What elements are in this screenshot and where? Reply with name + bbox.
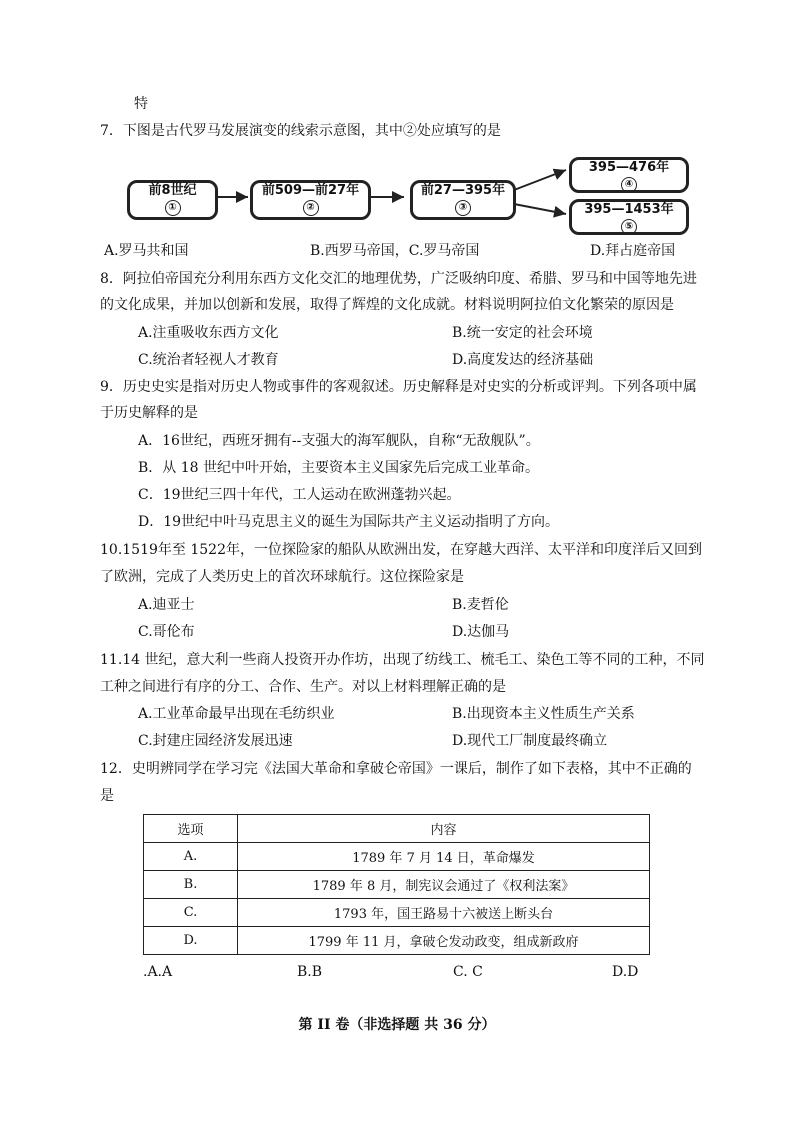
arrow-3-5 — [514, 204, 566, 214]
q10-stem-line2: 了欧洲，完成了人类历史上的首次环球航行。这位探险家是 — [100, 569, 464, 585]
revolution-table — [143, 814, 650, 955]
table-header-content: 内容 — [238, 815, 650, 843]
q9-option-d: D．19世纪中叶马克思主义的诞生为国际共产主义运动指明了方向。 — [138, 514, 560, 530]
q7-option-a: A.罗马共和国 — [104, 243, 189, 259]
q7-stem: 7．下图是古代罗马发展演变的线索示意图，其中②处应填写的是 — [100, 123, 501, 139]
table-row — [144, 899, 650, 927]
q10-option-d: D.达伽马 — [452, 624, 510, 640]
table-cell-content: 1793 年，国王路易十六被送上断头台 — [238, 899, 650, 927]
q12-option-a: .A.A — [143, 964, 173, 980]
q11-stem-line2: 工种之间进行有序的分工、合作、生产。对以上材料理解正确的是 — [100, 679, 506, 695]
table-header-option: 选项 — [144, 815, 238, 843]
diagram-box-5: 395—1453年 ⑤ — [569, 199, 689, 235]
table-cell-option: D. — [144, 927, 238, 955]
q8-option-a: A.注重吸收东西方文化 — [138, 325, 279, 341]
table-row — [144, 843, 650, 871]
table-cell-content: 1789 年 8 月，制宪议会通过了《权利法案》 — [238, 871, 650, 899]
q8-option-b: B.统一安定的社会环境 — [452, 325, 593, 341]
q10-option-b: B.麦哲伦 — [452, 597, 509, 613]
diagram-box-3: 前27—395年 ③ — [410, 180, 516, 220]
q9-option-a: A．16世纪，西班牙拥有--支强大的海军舰队，自称“无敌舰队”。 — [138, 433, 540, 449]
q12-stem-line2: 是 — [100, 788, 114, 804]
q11-option-b: B.出现资本主义性质生产关系 — [452, 706, 635, 722]
q12-stem-line1: 12．史明辨同学在学习完《法国大革命和拿破仑帝国》一课后，制作了如下表格，其中不正确的 — [100, 761, 692, 777]
q7-option-d: D.拜占庭帝国 — [590, 243, 676, 259]
q10-option-c: C.哥伦布 — [138, 624, 195, 640]
section-title: 第 II 卷（非选择题 共 36 分） — [298, 1017, 496, 1033]
diagram-box-1: 前8世纪 ① — [127, 180, 218, 220]
q8-stem-line1: 8．阿拉伯帝国充分利用东西方文化交汇的地理优势，广泛吸纳印度、希腊、罗马和中国等地先进 — [100, 271, 697, 287]
table-row — [144, 927, 650, 955]
diagram-box-2: 前509—前27年 ② — [250, 180, 371, 220]
q8-stem-line2: 的文化成果，并加以创新和发展，取得了辉煌的文化成就。材料说明阿拉伯文化繁荣的原因是 — [100, 297, 674, 313]
table-cell-content: 1799 年 11 月，拿破仑发动政变，组成新政府 — [238, 927, 650, 955]
q11-option-c: C.封建庄园经济发展迅速 — [138, 733, 293, 749]
q11-stem-line1: 11.14 世纪，意大利一些商人投资开办作坊，出现了纺线工、梳毛工、染色工等不同的工种，不同 — [100, 652, 705, 668]
q12-option-d: D.D — [612, 964, 639, 980]
table-cell-option: A. — [144, 843, 238, 871]
table-row — [144, 871, 650, 899]
table-cell-option: B. — [144, 871, 238, 899]
arrow-3-4 — [514, 170, 566, 190]
q9-stem-line2: 于历史解释的是 — [100, 405, 198, 421]
q10-option-a: A.迪亚士 — [138, 597, 195, 613]
continued-text: 特 — [134, 96, 148, 112]
q9-option-c: C．19世纪三四十年代，工人运动在欧洲蓬勃兴起。 — [138, 487, 461, 503]
q7-option-b-c: B.西罗马帝国，C.罗马帝国 — [310, 243, 480, 259]
q12-option-b: B.B — [297, 964, 323, 980]
q8-option-d: D.高度发达的经济基础 — [452, 352, 594, 368]
table-cell-option: C. — [144, 899, 238, 927]
q12-option-c: C. C — [453, 964, 483, 980]
q8-option-c: C.统治者轻视人才教育 — [138, 352, 279, 368]
q9-stem-line1: 9．历史史实是指对历史人物或事件的客观叙述。历史解释是对史实的分析或评判。下列各项中属 — [100, 379, 697, 395]
table-cell-content: 1789 年 7 月 14 日，革命爆发 — [238, 843, 650, 871]
q11-option-d: D.现代工厂制度最终确立 — [452, 733, 608, 749]
diagram-box-4: 395—476年 ④ — [569, 157, 689, 193]
q9-option-b: B．从 18 世纪中叶开始，主要资本主义国家先后完成工业革命。 — [138, 460, 540, 476]
q11-option-a: A.工业革命最早出现在毛纺织业 — [138, 706, 335, 722]
q10-stem-line1: 10.1519年至 1522年，一位探险家的船队从欧洲出发，在穿越大西洋、太平洋和印度洋后又回到 — [100, 542, 702, 558]
table-header-row — [144, 815, 650, 843]
